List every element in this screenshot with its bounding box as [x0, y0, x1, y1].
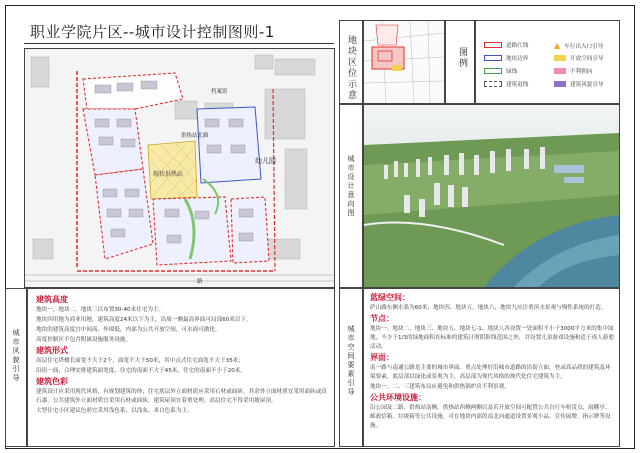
triangle-icon: ▲ — [554, 41, 561, 50]
legend-text-entrance: 车行出入口引导 — [564, 43, 604, 50]
legend-text-orientation: 不利朝向 — [570, 69, 593, 75]
section-paragraph: 地块一、地块二、地块三、地块五、地块七-1、地块八各设置一处面积不小于3000平方米的集中绿地，不少于1/3的绿地面积在标准的建筑日照阴影线范围之外，并设置儿童游戏设施和适于成人游憩活动。 — [370, 326, 614, 350]
guide-right-label: 城市空间要素引导 — [347, 325, 355, 397]
section-heading: 建筑高度 — [36, 295, 68, 304]
section-paragraph: 沿公园及二路、供热站南侧，供热站西侧两侧以及若开放空间可配置公共自行车租赁点、雨棚亭、邮政信箱、垃圾箱等公共设施，可在地块内部的南北向通道设置景观小品、宣传展牌、指示牌等设施。 — [370, 405, 611, 429]
aerial-rendering — [364, 105, 619, 287]
legend-item-style — [554, 80, 604, 88]
road-label: 供热站北路 — [181, 133, 209, 139]
legend-swatch-setback — [484, 81, 502, 87]
guide-left-label-panel — [5, 288, 27, 447]
location-label: 地块区位示意 — [346, 35, 356, 101]
location-map-panel — [363, 20, 445, 104]
legend-item-orientation — [554, 67, 592, 75]
legend-panel — [475, 20, 620, 104]
aerial-image-panel — [363, 104, 620, 288]
section-paragraph: 地块一，地块二，地块三以布置30-40米住宅为主。 — [36, 307, 165, 313]
section-paragraph: 沿街一面，合理安排建筑面宽度，住宅的南面不大于45米，住宅的南面不小于20米。 — [36, 368, 247, 374]
legend-item-green — [484, 67, 517, 75]
legend-swatch-green — [484, 68, 502, 74]
legend-swatch-plot — [484, 55, 502, 61]
guide-right-label-panel — [339, 288, 363, 447]
heating-station-label: 现状供热站 — [153, 171, 184, 178]
legend-swatch-road — [484, 42, 502, 48]
section-paragraph: 大型住宅小区建议色彩宜采用浅色系，以浅灰、米白色系为主。 — [36, 408, 193, 414]
aerial-label: 城市设计意向图 — [347, 155, 355, 218]
legend-text-open-space: 开放空间引导 — [570, 56, 604, 62]
legend-item-plot — [484, 54, 528, 62]
section-paragraph: 高层住宅塔楼长面宽不大于2个，面宽不大于50米，其中点式住宅面宽不大于35米； — [36, 358, 244, 364]
guide-left-content — [36, 295, 330, 417]
section-heading: 建筑色彩 — [36, 377, 68, 386]
page-title: 职业学院片区--城市设计控制图则-1 — [30, 23, 275, 41]
section-paragraph: 地块四用地为商业用地，建筑高度24米以下为主，沿周一侧最高界面可局部60米以下。 — [36, 317, 252, 323]
section-heading: 蓝绿空间： — [370, 293, 410, 302]
section-paragraph: 地块一、二、三建筑布局应避免和供热锅炉房不利景观。 — [370, 384, 510, 390]
section-heading: 公共环境设施： — [370, 393, 426, 402]
plan-map-panel — [24, 48, 335, 288]
location-label-panel — [339, 20, 363, 104]
legend-text-green: 绿线 — [506, 69, 518, 75]
legend-item-open-space — [554, 54, 604, 62]
guide-left-panel — [27, 288, 335, 447]
legend-item-entrance — [554, 41, 603, 50]
legend-text-plot: 地块边界 — [506, 56, 529, 62]
legend-text-style: 建筑风貌引导 — [570, 82, 604, 88]
aerial-label-panel — [339, 104, 363, 288]
guide-right-panel — [363, 288, 620, 447]
section-heading: 界面： — [370, 353, 394, 362]
legend-swatch-orientation — [554, 68, 566, 74]
legend-label-panel — [445, 20, 475, 104]
legend-swatch-open-space — [554, 55, 566, 61]
bottom-road-label: 路 — [197, 279, 203, 285]
site-plan-map — [25, 49, 334, 287]
archive-label: 档案馆 — [211, 89, 228, 95]
legend-text-setback: 建筑退线 — [506, 82, 529, 88]
kindergarten-label: 幼儿园 — [255, 157, 276, 165]
section-heading: 节点： — [370, 314, 394, 323]
legend-item-road — [484, 41, 528, 49]
section-paragraph: 地块的建筑高度宜中间高、外围低，内部为公共开放空间，可水面可做化。 — [36, 327, 221, 333]
location-map — [364, 21, 444, 103]
section-paragraph: 萨山路东侧水系为60米，地块四、地块五、地块六，地块九应注重滨水景观与慢性系统的打造。 — [370, 305, 607, 311]
guide-left-label: 城市风貌引导 — [12, 329, 20, 383]
legend-item-setback — [484, 80, 528, 88]
section-paragraph: 高度控制区不包含附属设施服务设施。 — [36, 337, 132, 343]
legend-label: 图例 — [457, 47, 467, 69]
section-heading: 建筑形式 — [36, 346, 68, 355]
guide-right-content — [370, 293, 616, 432]
title-underline — [24, 43, 334, 44]
legend-text-road: 道路红线 — [506, 43, 529, 49]
section-paragraph: 建筑设计应采用现代风格，有规划建筑的体；住宅底层外立面材质应采用石材或面砖，其余外立面材质宜采用面砖或真石漆。公共建筑外立面材质宜采用石材或面砖，建筑屋顶宜着重处理，高层住宅不得采用坡屋顶。 — [36, 389, 327, 404]
section-paragraph: 南一路与南通公路是主要的城市界面。重点处理好沿城市道路的沿街立面，登录高品质的建筑及环境要素，底层部以绿化或景观为主，高层部为现代风格的现代化住宅建筑为主。 — [370, 365, 611, 380]
legend-swatch-style — [554, 81, 566, 87]
